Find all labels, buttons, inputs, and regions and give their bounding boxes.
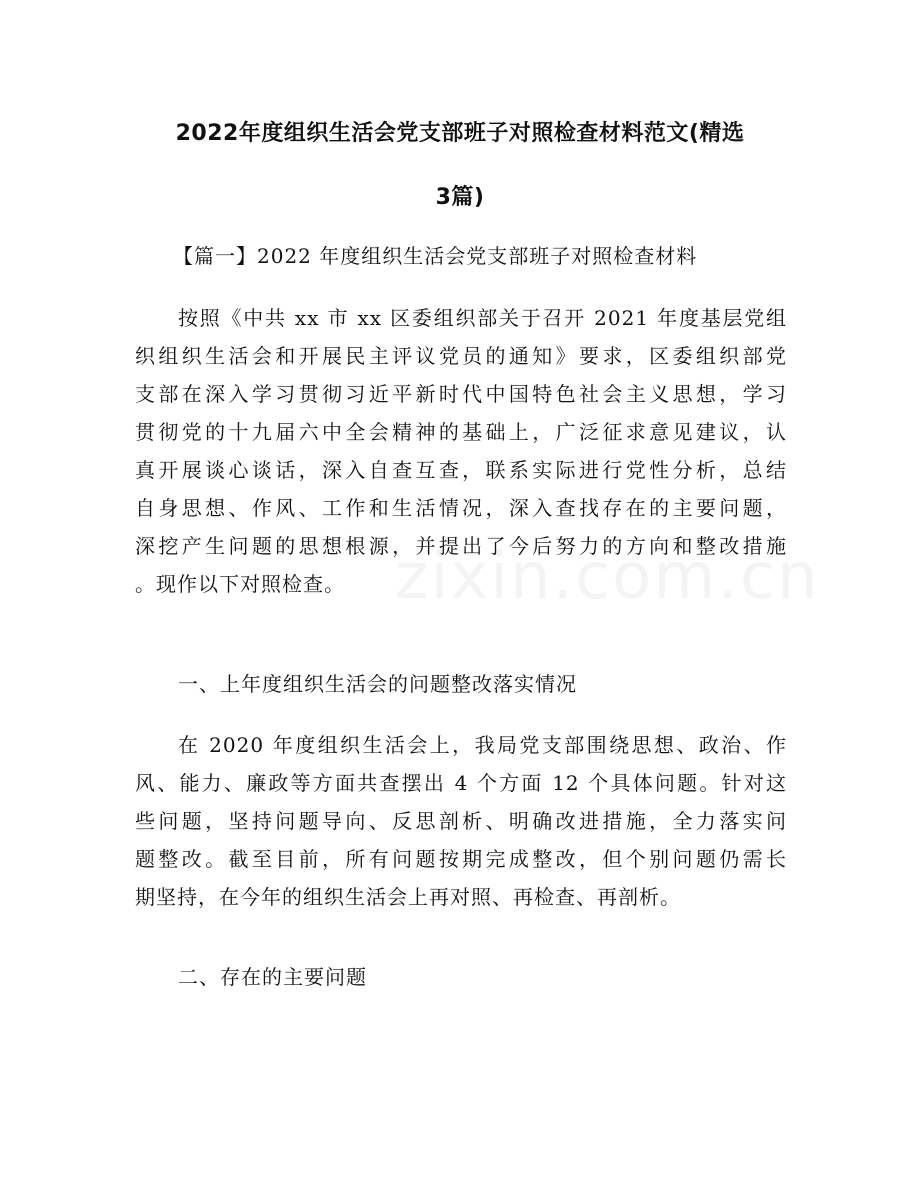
document-title-line-2: 3篇) [435,185,485,210]
paragraph-line: 期坚持，在今年的组织生活会上再对照、再检查、再剖析。 [135,885,681,909]
document-title-line-1: 2022年度组织生活会党支部班子对照检查材料范文(精选 [175,121,745,146]
paragraph-line: 深挖产生问题的思想根源，并提出了今后努力的方向和整改措施 [135,534,787,558]
paragraph-line: 真开展谈心谈话，深入自查互查，联系实际进行党性分析，总结 [135,458,787,482]
paragraph-line: 自身思想、作风、工作和生活情况，深入查找存在的主要问题， [135,496,787,520]
section-heading-two: 二、存在的主要问题 [178,965,367,989]
paragraph-line: 织组织生活会和开展民主评议党员的通知》要求，区委组织部党 [135,344,787,368]
section-heading-one: 一、上年度组织生活会的问题整改落实情况 [178,672,577,696]
paragraph-line: 支部在深入学习贯彻习近平新时代中国特色社会主义思想，学习 [135,382,787,406]
paragraph-line: 在 2020 年度组织生活会上，我局党支部围绕思想、政治、作 [178,733,787,757]
paragraph-line: 风、能力、廉政等方面共查摆出 4 个方面 12 个具体问题。针对这 [135,771,787,795]
paragraph-line: 些问题，坚持问题导向、反思剖析、明确改进措施，全力落实问 [135,809,787,833]
paragraph-line: 贯彻党的十九届六中全会精神的基础上，广泛征求意见建议，认 [135,420,787,444]
paragraph-line: 。现作以下对照检查。 [135,572,345,596]
paragraph-line: 按照《中共 xx 市 xx 区委组织部关于召开 2021 年度基层党组 [178,306,787,330]
section-heading-part-one: 【篇一】2022 年度组织生活会党支部班子对照检查材料 [173,244,698,268]
paragraph-line: 题整改。截至目前，所有问题按期完成整改，但个别问题仍需长 [135,847,787,871]
